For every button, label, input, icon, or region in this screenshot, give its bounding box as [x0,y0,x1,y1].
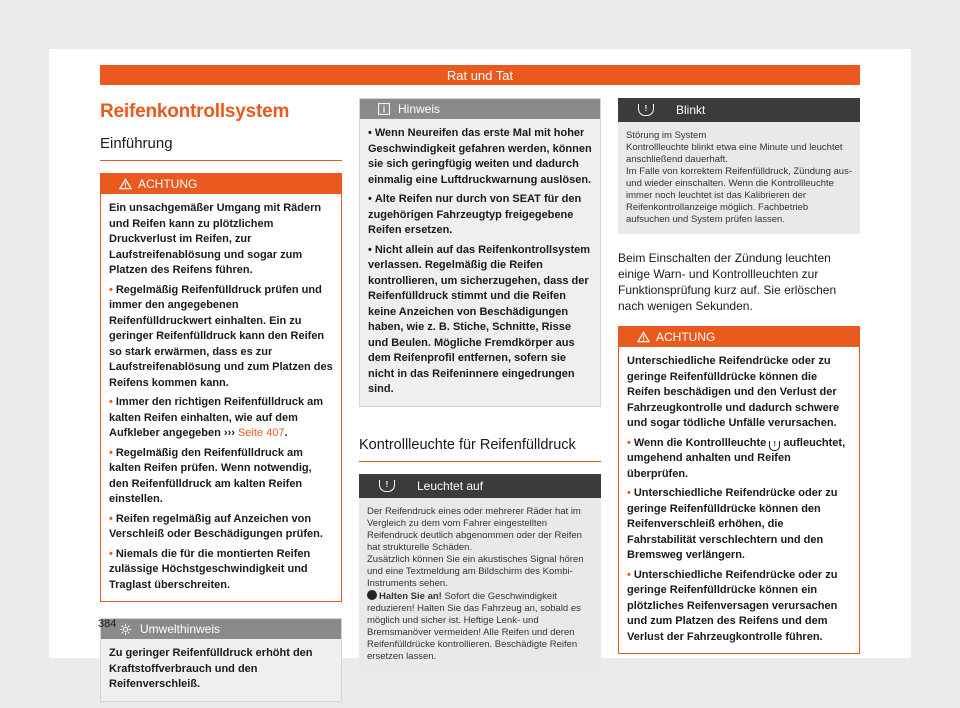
blink-header [618,98,860,122]
section-title-kontrollleuchte: Kontrollleuchte für Reifenfülldruck [359,437,601,462]
list-item [109,547,333,594]
lit-stop-paragraph [367,590,593,663]
list-item-text: Alte Reifen nur durch von SEAT für den zugehörigen Fahrzeugtyp freigegebene Reifen ersetzen. [368,193,582,236]
environment-header [101,619,341,639]
list-item [109,283,333,392]
header-title: Rat und Tat [446,67,514,83]
warning-label: ACHTUNG [138,177,198,191]
warning-body [101,194,341,601]
bullet-icon: • [109,446,113,459]
warning-triangle-icon [119,178,132,190]
page-number: 384 [98,618,117,630]
list-item [627,436,851,483]
bullet-icon: • [368,193,372,205]
lit-text-1: Der Reifendruck eines oder mehrerer Räder hat im Vergleich zu dem vom Fahrer eingestellten Reifendruck deutlich abgenommen oder der Reifen hat strukturelle Schäden. [367,505,582,553]
header-bar [100,65,860,85]
warning-label: ACHTUNG [656,330,716,344]
lit-body [359,498,601,671]
warning-intro: Unterschiedliche Reifendrücke oder zu geringe Reifenfülldrücke können die Reifen beschädigen und den Verlust der Fahrzeugkontrolle und dadurch schwere und sogar tödliche Unfälle verursachen. [627,355,840,429]
warning-box [100,173,342,602]
list-item [368,243,592,398]
blink-text-3: Im Falle von korrektem Reifenfülldruck, Zündung aus- und wieder einschalten. Wenn die Kontrollleuchte immer noch leuchtet ist das Kalibrieren der Reifenkontrollanzeige möglich. Fachbetrieb aufsuchen und System prüfen lassen. [626,166,852,225]
list-item [627,568,851,646]
lit-box [359,474,601,671]
tire-pressure-icon: ! [379,480,395,492]
bullet-icon: • [368,243,372,256]
bullet-icon: • [627,568,631,581]
list-item-text: Regelmäßig Reifenfülldruck prüfen und immer den angegebenen Reifenfülldruckwert einhalten. Ein zu geringer Reifenfülldruck kann den Reifen so stark erwärmen, dass es zur Laufstreifenablösung und zum Platzen des Reifens kommen kann. [109,283,333,389]
warning-intro: Ein unsachgemäßer Umgang mit Rädern und Reifen kann zu plötzlichem Druckverlust im Reifen, zur Laufstreifenablösung und sogar zum Platzen des Reifens führen. [109,202,322,276]
bullet-icon: • [109,283,113,296]
list-item [109,512,333,543]
page-title: Reifenkontrollsystem [100,101,290,122]
note-box [359,98,601,407]
list-item-text: Reifen regelmäßig auf Anzeichen von Verschleiß oder Beschädigungen prüfen. [109,512,323,540]
list-item-text: Unterschiedliche Reifendrücke oder zu geringe Reifenfülldrücke können den Reifenverschleiß erhöhen, die Fahrstabilität verschlechtern und den Bremsweg verlängern. [627,487,838,561]
blink-body [618,122,860,234]
bullet-icon: • [109,512,113,525]
environment-box [100,618,342,702]
bullet-icon: • [109,396,113,408]
stop-bold: Halten Sie an! [379,590,442,602]
list-item-text: Immer den richtigen Reifenfülldruck am kalten Reifen einhalten, wie auf dem Aufkleber angegeben ››› [109,396,324,439]
environment-text: Zu geringer Reifenfülldruck erhöht den Kraftstoffverbrauch und den Reifenverschleiß. [109,647,313,690]
list-item [109,446,333,508]
list-item-text: Unterschiedliche Reifendrücke oder zu geringe Reifenfülldrücke können ein plötzliches Reifenversagen verursachen und zum Platzen des Reifens und dem Verlust der Fahrzeugkontrolle führen. [627,568,838,643]
blink-box [618,98,860,234]
tire-pressure-icon: ! [638,104,654,116]
environment-body [101,639,341,701]
bullet-icon: • [627,487,631,499]
page-link[interactable]: Seite 407 [237,427,285,439]
warning-header [619,327,859,347]
stop-text: Sofort die Geschwindigkeit reduzieren! Halten Sie das Fahrzeug an, sobald es möglich und sicher ist. Heftige Lenk- und Bremsmanöver vermeiden! Alle Reifen und deren Reifenfülldrücke kontrollieren. Beschädigte Reifen ersetzen lassen. [367,590,581,662]
list-item [627,486,851,564]
list-item-text: Niemals die für die montierten Reifen zulässige Höchstgeschwindigkeit und Traglast überschreiten. [109,547,311,591]
list-item [368,192,592,239]
blink-label: Blinkt [676,103,706,117]
note-label: Hinweis [398,102,441,116]
warning-box [618,326,860,654]
list-item-text-end: aufleuchtet, umgehend anhalten und Reifen überprüfen. [627,436,846,480]
bullet-icon: • [627,436,631,449]
list-item-text: Wenn Neureifen das erste Mal mit hoher Geschwindigkeit gefahren werden, können sie sich geringfügig weiten und dadurch einmalig eine Luftdruckwarnung auslösen. [368,127,592,186]
section-title-einfuehrung: Einführung [100,135,342,161]
list-item-text: Regelmäßig den Reifenfülldruck am kalten Reifen prüfen. Wenn notwendig, den Reifenfülldruck am kalten Reifen einstellen. [109,446,312,505]
bullet-icon: • [109,547,113,560]
list-item [109,395,333,442]
bullet-icon: • [368,127,372,139]
stop-icon [367,590,377,600]
environment-icon [119,623,132,636]
info-icon [378,103,390,115]
note-body [360,119,600,406]
list-item-text-end: . [284,427,288,439]
list-item [368,126,592,188]
warning-triangle-icon [637,331,650,343]
blink-text-1: Störung im System [626,130,707,141]
column-3 [618,98,860,654]
blink-text-2: Kontrollleuchte blinkt etwa eine Minute und leuchtet anschließend dauerhaft. [626,142,843,165]
note-header [360,99,600,119]
list-item-text: Nicht allein auf das Reifenkontrollsystem verlassen. Regelmäßig die Reifen kontrollieren, um sicherzugehen, dass der Reifenfülldruck stimmt und die Reifen keine Anzeichen von Beschädigungen haben, wie z. B. Stiche, Schnitte, Risse und Beulen. Mögliche Fremdkörper aus dem Reifenprofil entfernen, sofern sie nicht in das Reifeninnere eingedrungen sind. [368,243,591,395]
lit-header [359,474,601,498]
lit-label: Leuchtet auf [417,478,484,493]
lit-text-2: Zusätzlich können Sie ein akustisches Signal hören und eine Textmeldung am Bildschirm des Kombi-Instruments sehen. [367,553,584,589]
column-1 [100,98,342,702]
warning-body [619,347,859,653]
tire-pressure-icon: ! [769,441,780,451]
column-2 [359,98,601,671]
warning-header [101,174,341,194]
list-item-text: Wenn die Kontrollleuchte [633,436,767,449]
environment-label: Umwelthinweis [140,622,221,636]
intro-paragraph: Beim Einschalten der Zündung leuchten einige Warn- und Kontrollleuchten zur Funktionsprüfung kurz auf. Sie erlöschen nach wenigen Sekunden. [618,251,837,313]
